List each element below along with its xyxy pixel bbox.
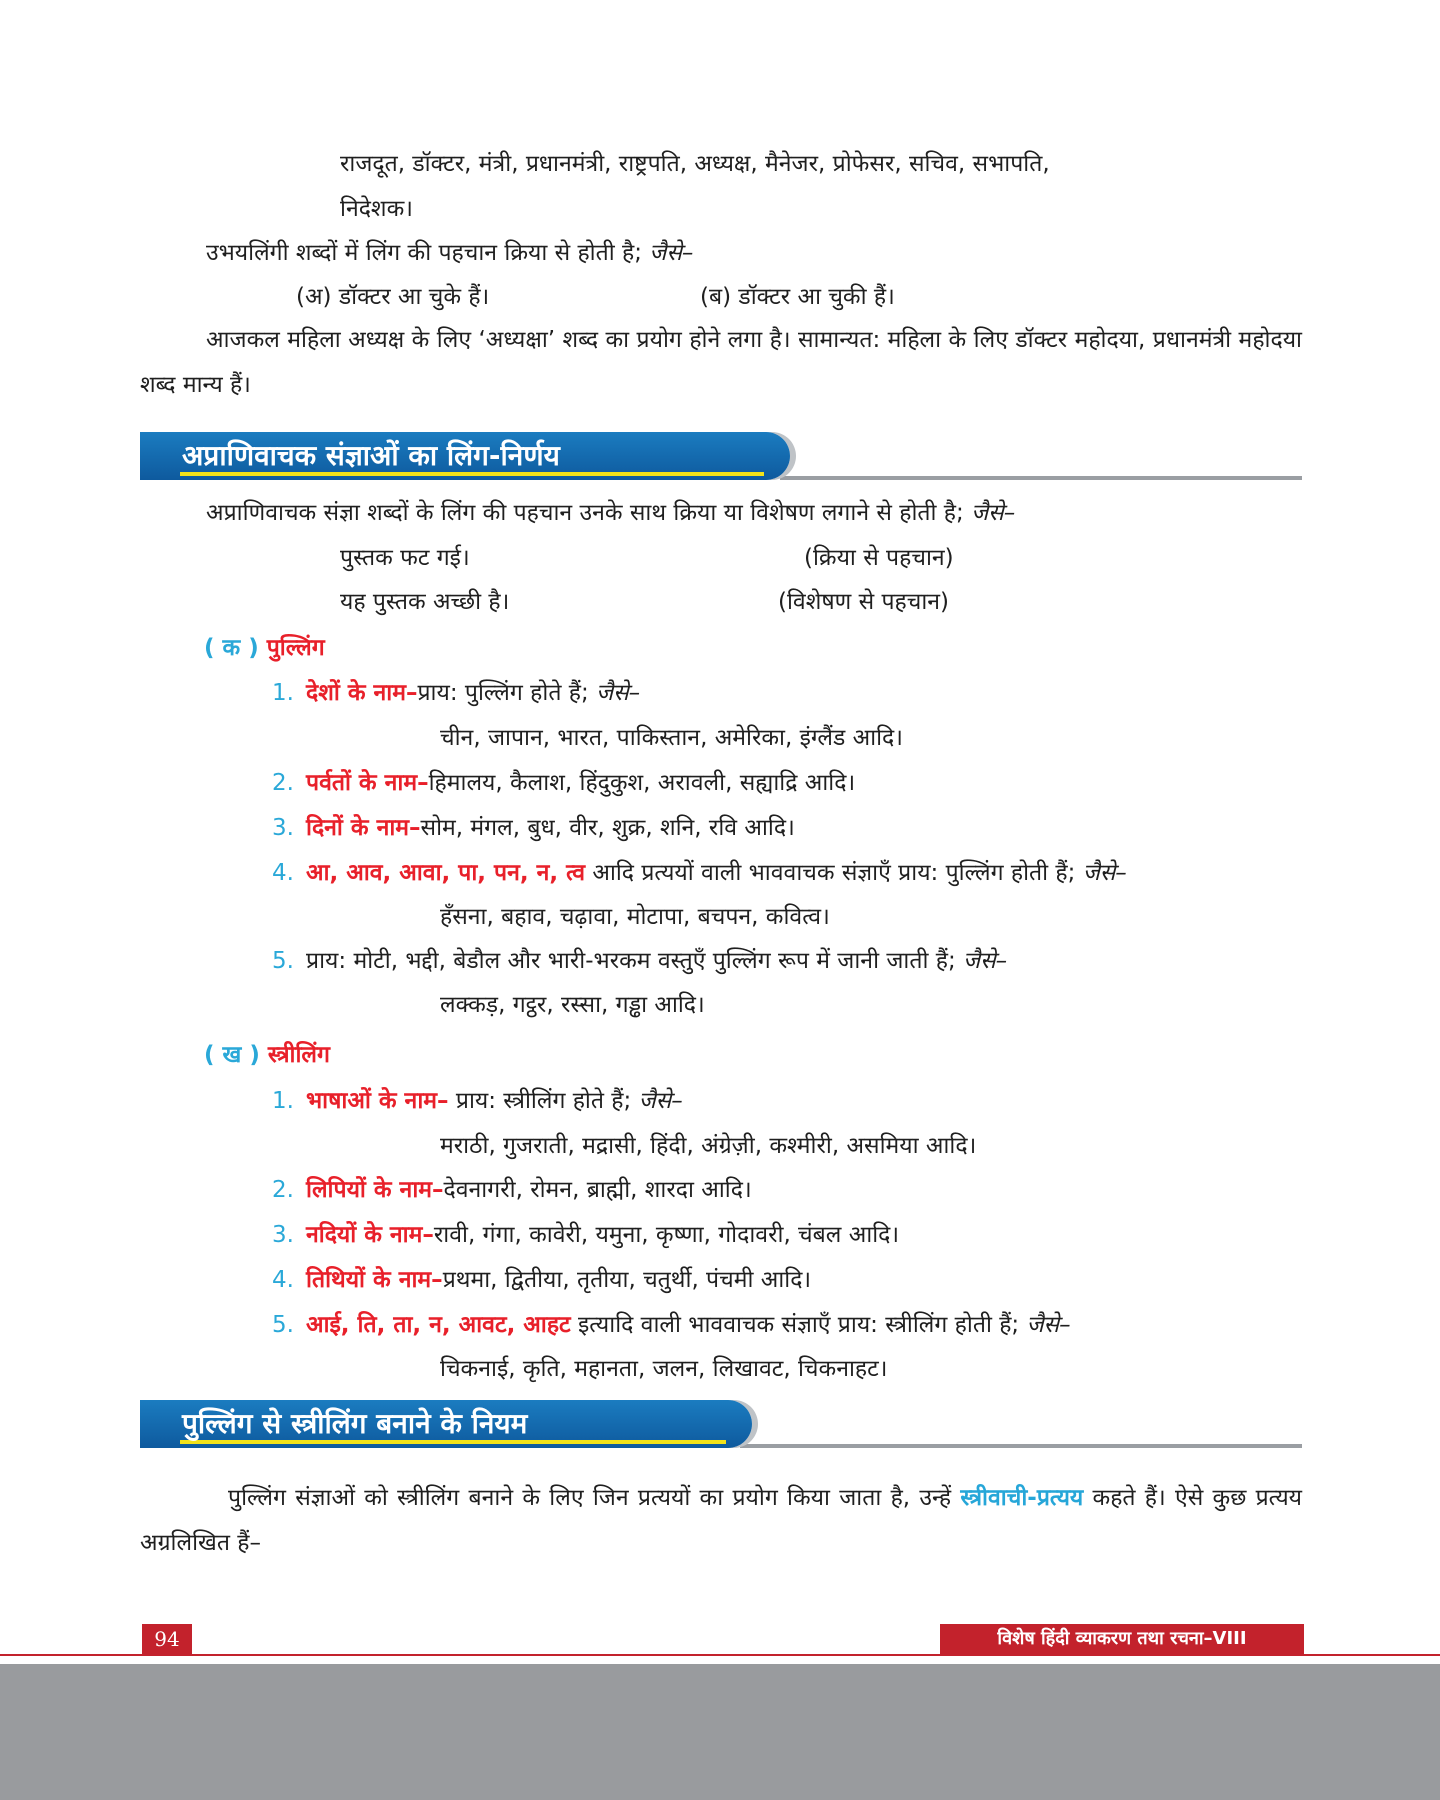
example-kriya-note: (क्रिया से पहचान) [804, 545, 954, 571]
section2-paragraph: पुल्लिंग संज्ञाओं को स्त्रीलिंग बनाने के लिए जिन प्रत्ययों का प्रयोग किया जाता है, उन्हें स्त्रीवाची-प्रत्यय कहते हैं। ऐसे कुछ प्रत्यय अग्रलिखित हैं– [140, 1485, 1303, 1556]
section-title: अप्राणिवाचक संज्ञाओं का लिंग-निर्णय [182, 439, 560, 472]
list-item: 3. दिनों के नाम–सोम, मंगल, बुध, वीर, शुक्र, शनि, रवि आदि। [272, 815, 795, 841]
list-item: 5. आई, ति, ता, न, आवट, आहट इत्यादि वाली भाववाचक संज्ञाएँ प्राय: स्त्रीलिंग होती हैं; जैसे– [272, 1312, 1071, 1338]
example-kriya: पुस्तक फट गई। [340, 545, 470, 571]
list-item-examples: लक्कड़, गट्ठर, रस्सा, गड्ढा आदि। [440, 992, 705, 1018]
footer-rule [0, 1654, 1440, 1656]
subheading-striling: ( ख ) स्त्रीलिंग [204, 1042, 330, 1068]
list-item-examples: हँसना, बहाव, चढ़ावा, मोटापा, बचपन, कवित्व। [440, 904, 830, 930]
list-item: 4. आ, आव, आवा, पा, पन, न, त्व आदि प्रत्ययों वाली भाववाचक संज्ञाएँ प्राय: पुल्लिंग होती हैं; जैसे– [272, 860, 1127, 886]
section-title: पुल्लिंग से स्त्रीलिंग बनाने के नियम [182, 1407, 528, 1440]
intro-word-list-end: निदेशक। [340, 196, 413, 222]
example-b: (ब) डॉक्टर आ चुकी हैं। [700, 284, 895, 310]
list-item: 3. नदियों के नाम–रावी, गंगा, कावेरी, यमुना, कृष्णा, गोदावरी, चंबल आदि। [272, 1222, 900, 1248]
book-title: विशेष हिंदी व्याकरण तथा रचना–VIII [940, 1624, 1304, 1654]
section1-intro: अप्राणिवाचक संज्ञा शब्दों के लिंग की पहचान उनके साथ क्रिया या विशेषण लगाने से होती है; जैसे– [206, 500, 1016, 526]
list-item: 4. तिथियों के नाम–प्रथमा, द्वितीया, तृतीया, चतुर्थी, पंचमी आदि। [272, 1267, 812, 1293]
section-banner-apranivachak [140, 432, 1302, 480]
example-visheshan-note: (विशेषण से पहचान) [778, 589, 950, 615]
list-item: 5. प्राय: मोटी, भद्दी, बेडौल और भारी-भरकम वस्तुएँ पुल्लिंग रूप में जानी जाती हैं; जैसे– [272, 948, 1008, 974]
list-item: 2. पर्वतों के नाम–हिमालय, कैलाश, हिंदुकुश, अरावली, सह्याद्रि आदि। [272, 770, 856, 796]
intro-word-list: राजदूत, डॉक्टर, मंत्री, प्रधानमंत्री, राष्ट्रपति, अध्यक्ष, मैनेजर, प्रोफेसर, सचिव, सभापति, [340, 151, 1050, 177]
bottom-gray-band [0, 1664, 1440, 1800]
list-item: 2. लिपियों के नाम–देवनागरी, रोमन, ब्राह्मी, शारदा आदि। [272, 1177, 752, 1203]
example-a: (अ) डॉक्टर आ चुके हैं। [296, 284, 490, 310]
list-item-examples: चिकनाई, कृति, महानता, जलन, लिखावट, चिकनाहट। [440, 1356, 888, 1382]
section-banner-niyam [140, 1400, 1302, 1448]
list-item: 1. भाषाओं के नाम– प्राय: स्त्रीलिंग होते हैं; जैसे– [272, 1088, 683, 1114]
highlight-term: स्त्रीवाची-प्रत्यय [960, 1485, 1084, 1511]
page-number: 94 [142, 1624, 192, 1654]
list-item: 1. देशों के नाम–प्राय: पुल्लिंग होते हैं; जैसे– [272, 680, 641, 706]
intro-paragraph: आजकल महिला अध्यक्ष के लिए ‘अध्यक्षा’ शब्द का प्रयोग होने लगा है। सामान्यत: महिला के लिए डॉक्टर महोदया, प्रधानमंत्री महोदया शब्द मान्य हैं। [140, 327, 1302, 398]
example-visheshan: यह पुस्तक अच्छी है। [340, 589, 510, 615]
list-item-examples: मराठी, गुजराती, मद्रासी, हिंदी, अंग्रेज़ी, कश्मीरी, असमिया आदि। [440, 1133, 977, 1159]
ubhay-lingi-text: उभयलिंगी शब्दों में लिंग की पहचान क्रिया से होती है; जैसे– [206, 240, 694, 266]
subheading-pulling: ( क ) पुल्लिंग [204, 635, 325, 661]
list-item-examples: चीन, जापान, भारत, पाकिस्तान, अमेरिका, इंग्लैंड आदि। [440, 725, 903, 751]
